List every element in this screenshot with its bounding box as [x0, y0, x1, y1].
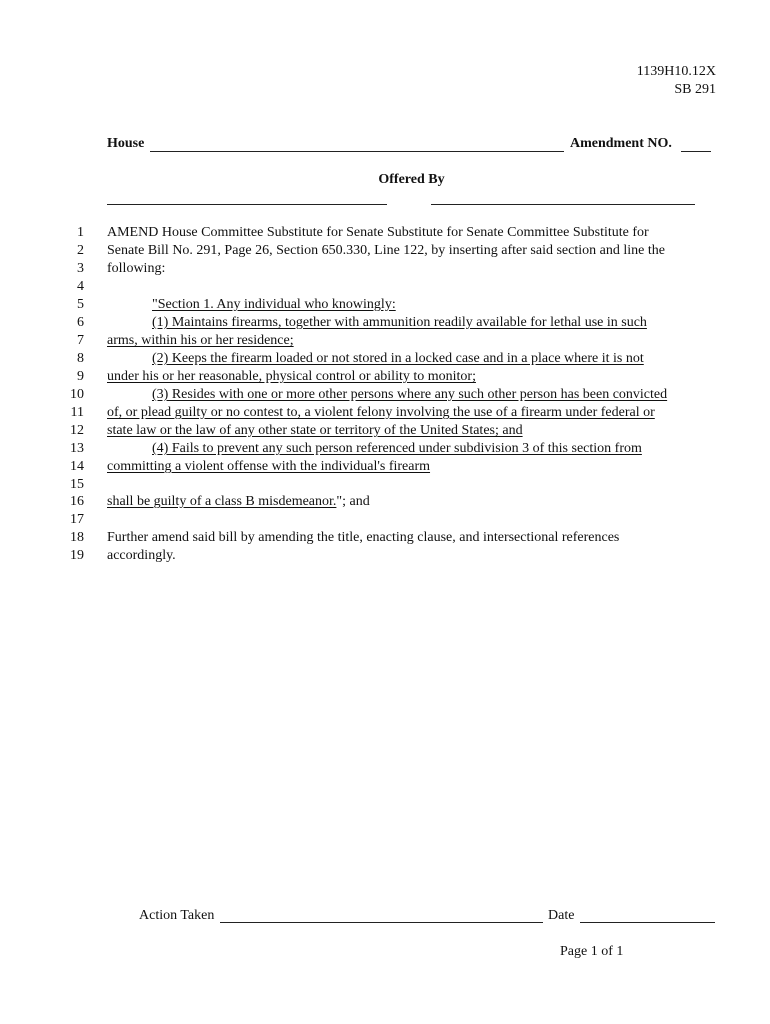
- inserted-text: (3) Resides with one or more other persons where any such other person has been convicted: [152, 387, 668, 402]
- inserted-text: (2) Keeps the firearm loaded or not stored in a locked case and in a place where it is not: [152, 351, 644, 366]
- date-blank: [580, 922, 715, 923]
- line-text: [107, 423, 523, 439]
- line-text: [107, 333, 294, 349]
- line-text: [107, 494, 370, 510]
- line-text: following:: [107, 261, 166, 276]
- line-text: [107, 459, 430, 475]
- page-number: Page 1 of 1: [560, 944, 624, 959]
- amendment-label: Amendment NO.: [570, 136, 672, 151]
- bill-number: SB 291: [674, 82, 716, 97]
- line-number: 8: [77, 351, 84, 366]
- line-number: 13: [70, 441, 84, 456]
- line-number: 3: [77, 261, 84, 276]
- line-text: [107, 441, 642, 457]
- line-number: 15: [70, 477, 84, 492]
- offered-by-blank-right: [431, 204, 695, 205]
- line-text: Further amend said bill by amending the title, enacting clause, and intersectional references: [107, 530, 620, 545]
- line-number: 16: [70, 494, 84, 509]
- inserted-text: "Section 1. Any individual who knowingly:: [152, 297, 396, 312]
- line-number: 1: [77, 225, 84, 240]
- house-blank-line: [150, 151, 564, 152]
- house-label: House: [107, 136, 145, 151]
- line-number: 11: [70, 405, 84, 420]
- inserted-text: (1) Maintains firearms, together with ammunition readily available for lethal use in such: [152, 315, 647, 330]
- inserted-text: under his or her reasonable, physical control or ability to monitor;: [107, 369, 476, 384]
- line-number: 9: [77, 369, 84, 384]
- line-text: [107, 315, 647, 331]
- line-number: 6: [77, 315, 84, 330]
- line-text: Senate Bill No. 291, Page 26, Section 650.330, Line 122, by inserting after said section and line the: [107, 243, 665, 258]
- line-text: [107, 369, 476, 385]
- line-number: 14: [70, 459, 84, 474]
- inserted-text: state law or the law of any other state or territory of the United States; and: [107, 423, 523, 438]
- line-number: 12: [70, 423, 84, 438]
- action-taken-blank: [220, 922, 543, 923]
- line-text: [107, 351, 644, 367]
- line-number: 17: [70, 512, 84, 527]
- inserted-text: committing a violent offense with the individual's firearm: [107, 459, 431, 474]
- offered-by-blank-left: [107, 204, 387, 205]
- action-taken-label: Action Taken: [139, 908, 215, 923]
- offered-by-label: Offered By: [378, 172, 445, 187]
- line-text: accordingly.: [107, 548, 176, 563]
- line-number: 10: [70, 387, 84, 402]
- amendment-number-blank: [681, 151, 711, 152]
- line-number: 7: [77, 333, 84, 348]
- line-number: 19: [70, 548, 84, 563]
- inserted-text: arms, within his or her residence;: [107, 333, 294, 348]
- line-text: [107, 405, 655, 421]
- line-text: [107, 297, 396, 313]
- line-text: AMEND House Committee Substitute for Senate Substitute for Senate Committee Substitute for: [107, 225, 649, 240]
- inserted-text: (4) Fails to prevent any such person referenced under subdivision 3 of this section from: [152, 441, 642, 456]
- line-text-rest: "; and: [336, 494, 370, 509]
- date-label: Date: [548, 908, 575, 923]
- line-number: 18: [70, 530, 84, 545]
- document-id: 1139H10.12X: [636, 64, 716, 79]
- inserted-text: shall be guilty of a class B misdemeanor.: [107, 494, 337, 509]
- line-number: 2: [77, 243, 84, 258]
- inserted-text: of, or plead guilty or no contest to, a violent felony involving the use of a firearm under federal or: [107, 405, 655, 420]
- line-number: 4: [77, 279, 84, 294]
- line-text: [107, 387, 667, 403]
- line-number: 5: [77, 297, 84, 312]
